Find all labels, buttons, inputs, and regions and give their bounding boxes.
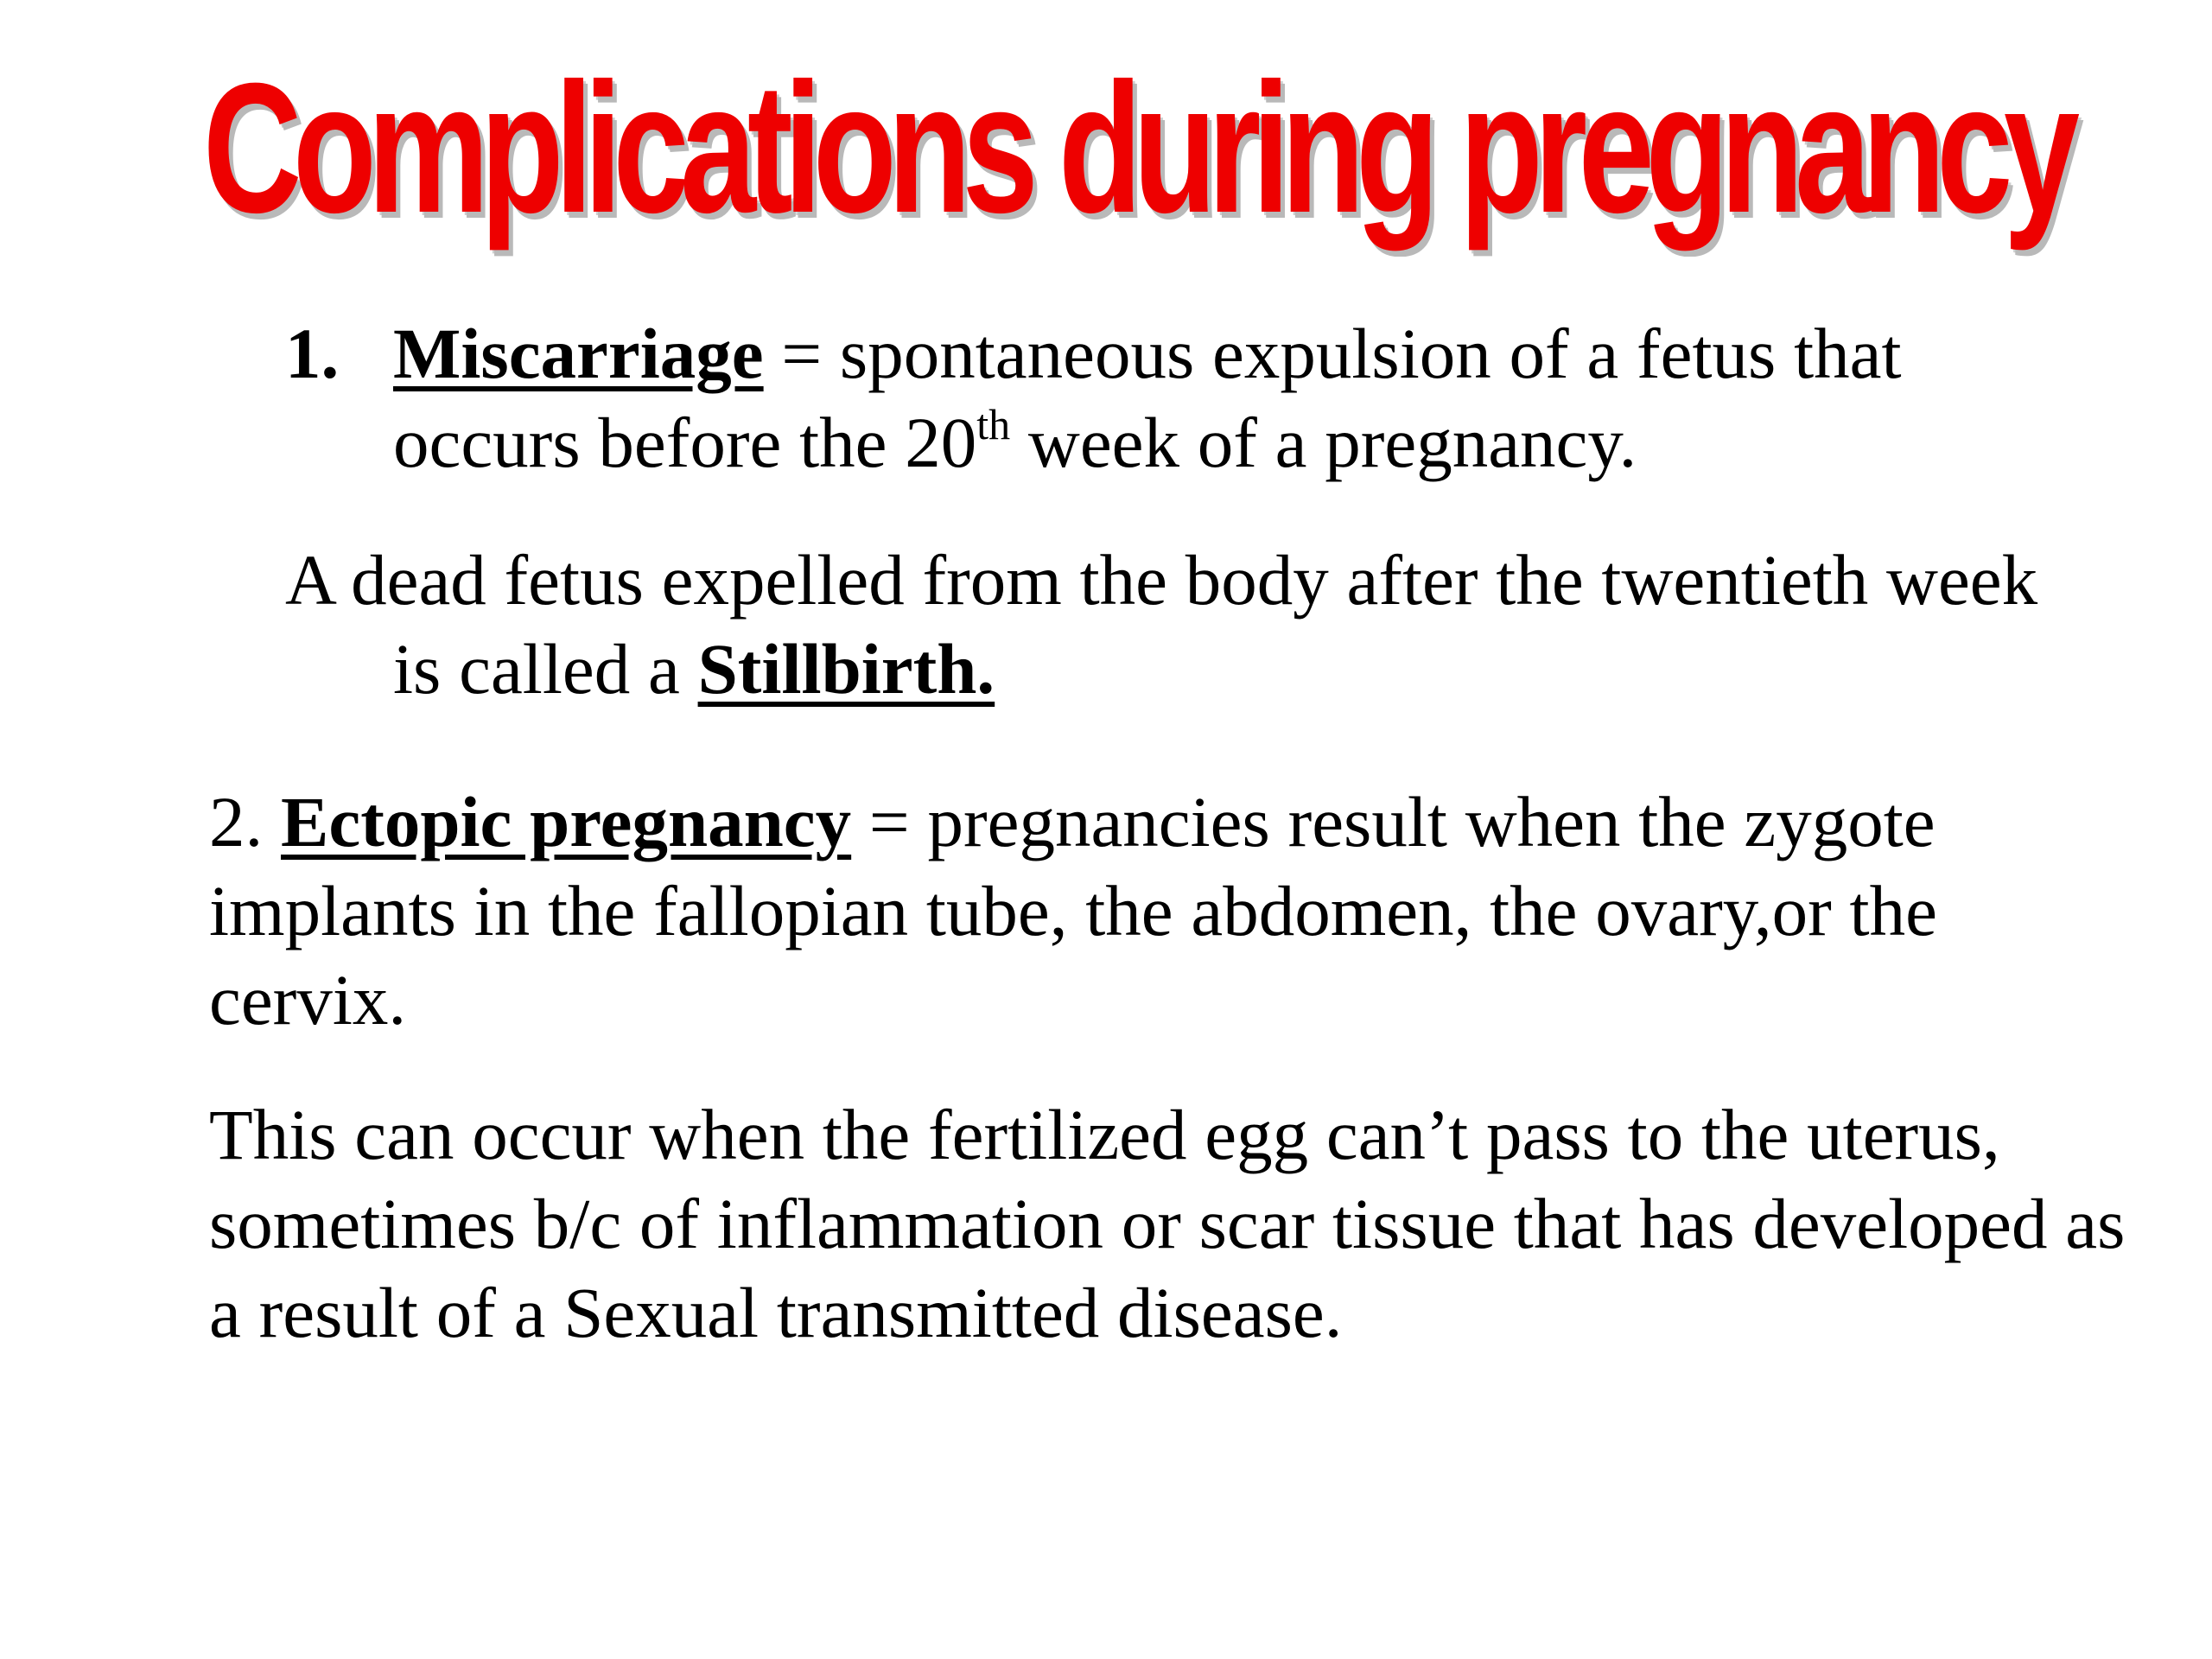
note-line: A dead fetus expelled from the body after the twentieth week <box>285 540 2038 620</box>
note-text: is called a <box>393 629 698 709</box>
list-number: 2. <box>209 782 281 861</box>
definition-text: week of a pregnancy. <box>1010 403 1637 482</box>
definition-line <box>393 309 1902 398</box>
term-miscarriage: Miscarriage <box>393 314 764 393</box>
note-line <box>285 625 2037 714</box>
definition-text: = pregnancies result when the zygote <box>851 782 1936 861</box>
definition-line <box>393 398 1902 487</box>
definition-text: occurs before the 20 <box>393 403 977 482</box>
paragraph-line: sometimes b/c of inflammation or scar tissue that has developed as <box>209 1184 2126 1263</box>
list-item-body <box>393 309 1902 487</box>
term-stillbirth: Stillbirth. <box>697 629 995 709</box>
explanation-paragraph <box>209 1090 2125 1357</box>
paragraph-line: This can occur when the fertilized egg can’t pass to the uterus, <box>209 1095 2000 1174</box>
ordinal-suffix: th <box>976 400 1011 448</box>
term-ectopic-pregnancy: Ectopic pregnancy <box>281 782 852 861</box>
list-item-ectopic <box>209 778 1937 1045</box>
definition-line: implants in the fallopian tube, the abdomen, the ovary,or the <box>209 871 1937 950</box>
slide-title: Complications during pregnancy <box>203 45 2071 251</box>
list-number: 1. <box>285 314 340 393</box>
definition-line: cervix. <box>209 960 407 1039</box>
definition-line <box>209 778 1937 867</box>
stillbirth-note <box>285 536 2037 714</box>
paragraph-line: a result of a Sexual transmitted disease. <box>209 1273 1343 1352</box>
definition-text: = spontaneous expulsion of a fetus that <box>763 314 1902 393</box>
